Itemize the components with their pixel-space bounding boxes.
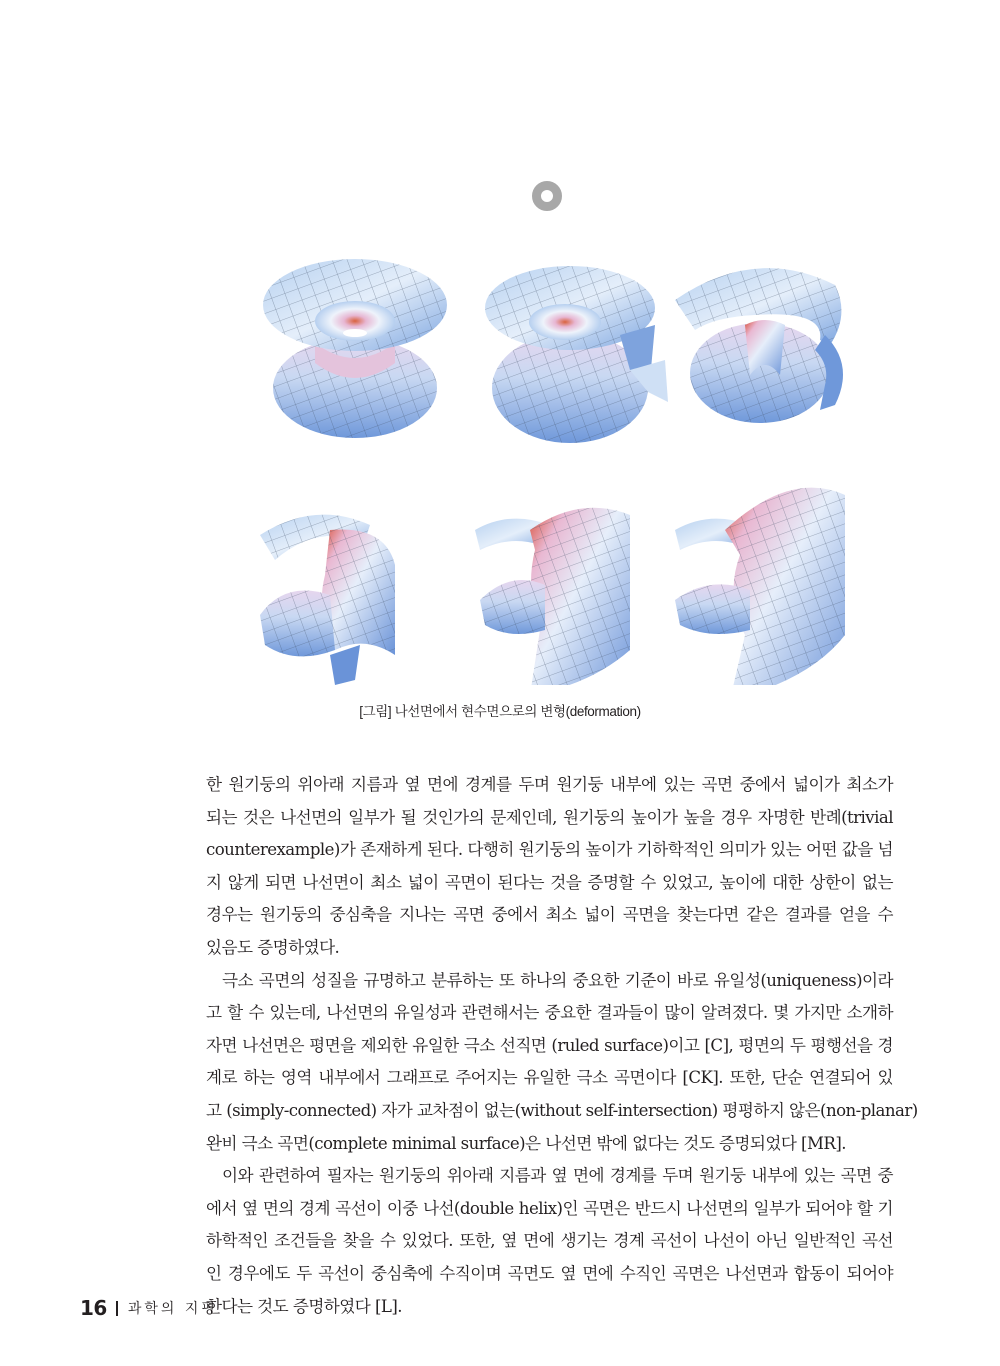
text-line: 계로 하는 영역 내부에서 그래프로 주어지는 유일한 극소 곡면이다 [CK]. 또한, 단순 연결되어 있 (206, 1068, 893, 1088)
panel-helicoid (675, 488, 845, 685)
text-line: counterexample)가 존재하게 된다. 다행히 원기둥의 높이가 기하학적인 의미가 있는 어떤 값을 넘 (206, 840, 893, 860)
page-footer (80, 1296, 218, 1320)
text-line: 고 (simply-connected) 자가 교차점이 없는(without self-intersection) 평평하지 않은(non-planar) (206, 1100, 918, 1120)
figure-catenoid-helicoid-deformation (245, 245, 875, 685)
footer-divider (116, 1301, 118, 1316)
text-line: 자면 나선면은 평면을 제외한 유일한 극소 선직면 (ruled surface)이고 [C], 평면의 두 평행선을 경 (206, 1035, 893, 1055)
text-line: 고 할 수 있는데, 나선면의 유일성과 관련해서는 중요한 결과들이 많이 알려졌다. 몇 가지만 소개하 (206, 1003, 893, 1023)
panel-deformation-2 (675, 268, 843, 423)
text-line: 경우는 원기둥의 중심축을 지나는 곡면 중에서 최소 넓이 곡면을 찾는다면 같은 결과를 얻을 수 (206, 905, 893, 925)
text-line: 한다는 것도 증명하였다 [L]. (206, 1296, 403, 1316)
panel-deformation-1 (485, 266, 668, 443)
text-line: 인 경우에도 두 곡선이 중심축에 수직이며 곡면도 옆 면에 수직인 곡면은 나선면과 합동이 되어야 (206, 1263, 893, 1283)
panel-deformation-4 (475, 508, 630, 685)
article-body (206, 769, 918, 1323)
text-line: 에서 옆 면의 경계 곡선이 이중 나선(double helix)인 곡면은 반드시 나선면의 일부가 되어야 할 기 (206, 1198, 893, 1218)
panel-catenoid (263, 259, 447, 438)
panel-deformation-3 (260, 515, 395, 685)
text-line: 완비 극소 곡면(complete minimal surface)은 나선면 밖에 없다는 것도 증명되었다 [MR]. (206, 1133, 847, 1153)
paragraph-1 (206, 769, 893, 965)
page-number: 16 (80, 1296, 107, 1320)
text-line: 되는 것은 나선면의 일부가 될 것인가의 문제인데, 원기둥의 높이가 높을 경우 자명한 반례(trivial (206, 807, 893, 827)
paragraph-2 (206, 965, 918, 1161)
magazine-title: 과학의 지평 (127, 1301, 218, 1317)
paragraph-3 (206, 1160, 893, 1323)
text-line: 한 원기둥의 위아래 지름과 옆 면에 경계를 두며 원기둥 내부에 있는 곡면 중에서 넓이가 최소가 (206, 775, 893, 794)
text-line: 극소 곡면의 성질을 규명하고 분류하는 또 하나의 중요한 기준이 바로 유일성(uniqueness)이라 (222, 970, 893, 990)
text-line: 하학적인 조건들을 찾을 수 있었다. 또한, 옆 면에 생기는 경계 곡선이 나선이 아닌 일반적인 곡선 (206, 1231, 893, 1251)
text-line: 지 않게 되면 나선면이 최소 넓이 곡면이 된다는 것을 증명할 수 있었고, 높이에 대한 상한이 없는 (206, 872, 893, 892)
decorative-ring-icon (532, 181, 562, 211)
figure-caption: [그림] 나선면에서 현수면으로의 변형(deformation) (359, 704, 641, 719)
text-line: 이와 관련하여 필자는 원기둥의 위아래 지름과 옆 면에 경계를 두며 원기둥 내부에 있는 곡면 중 (222, 1166, 893, 1186)
text-line: 있음도 증명하였다. (206, 937, 340, 957)
